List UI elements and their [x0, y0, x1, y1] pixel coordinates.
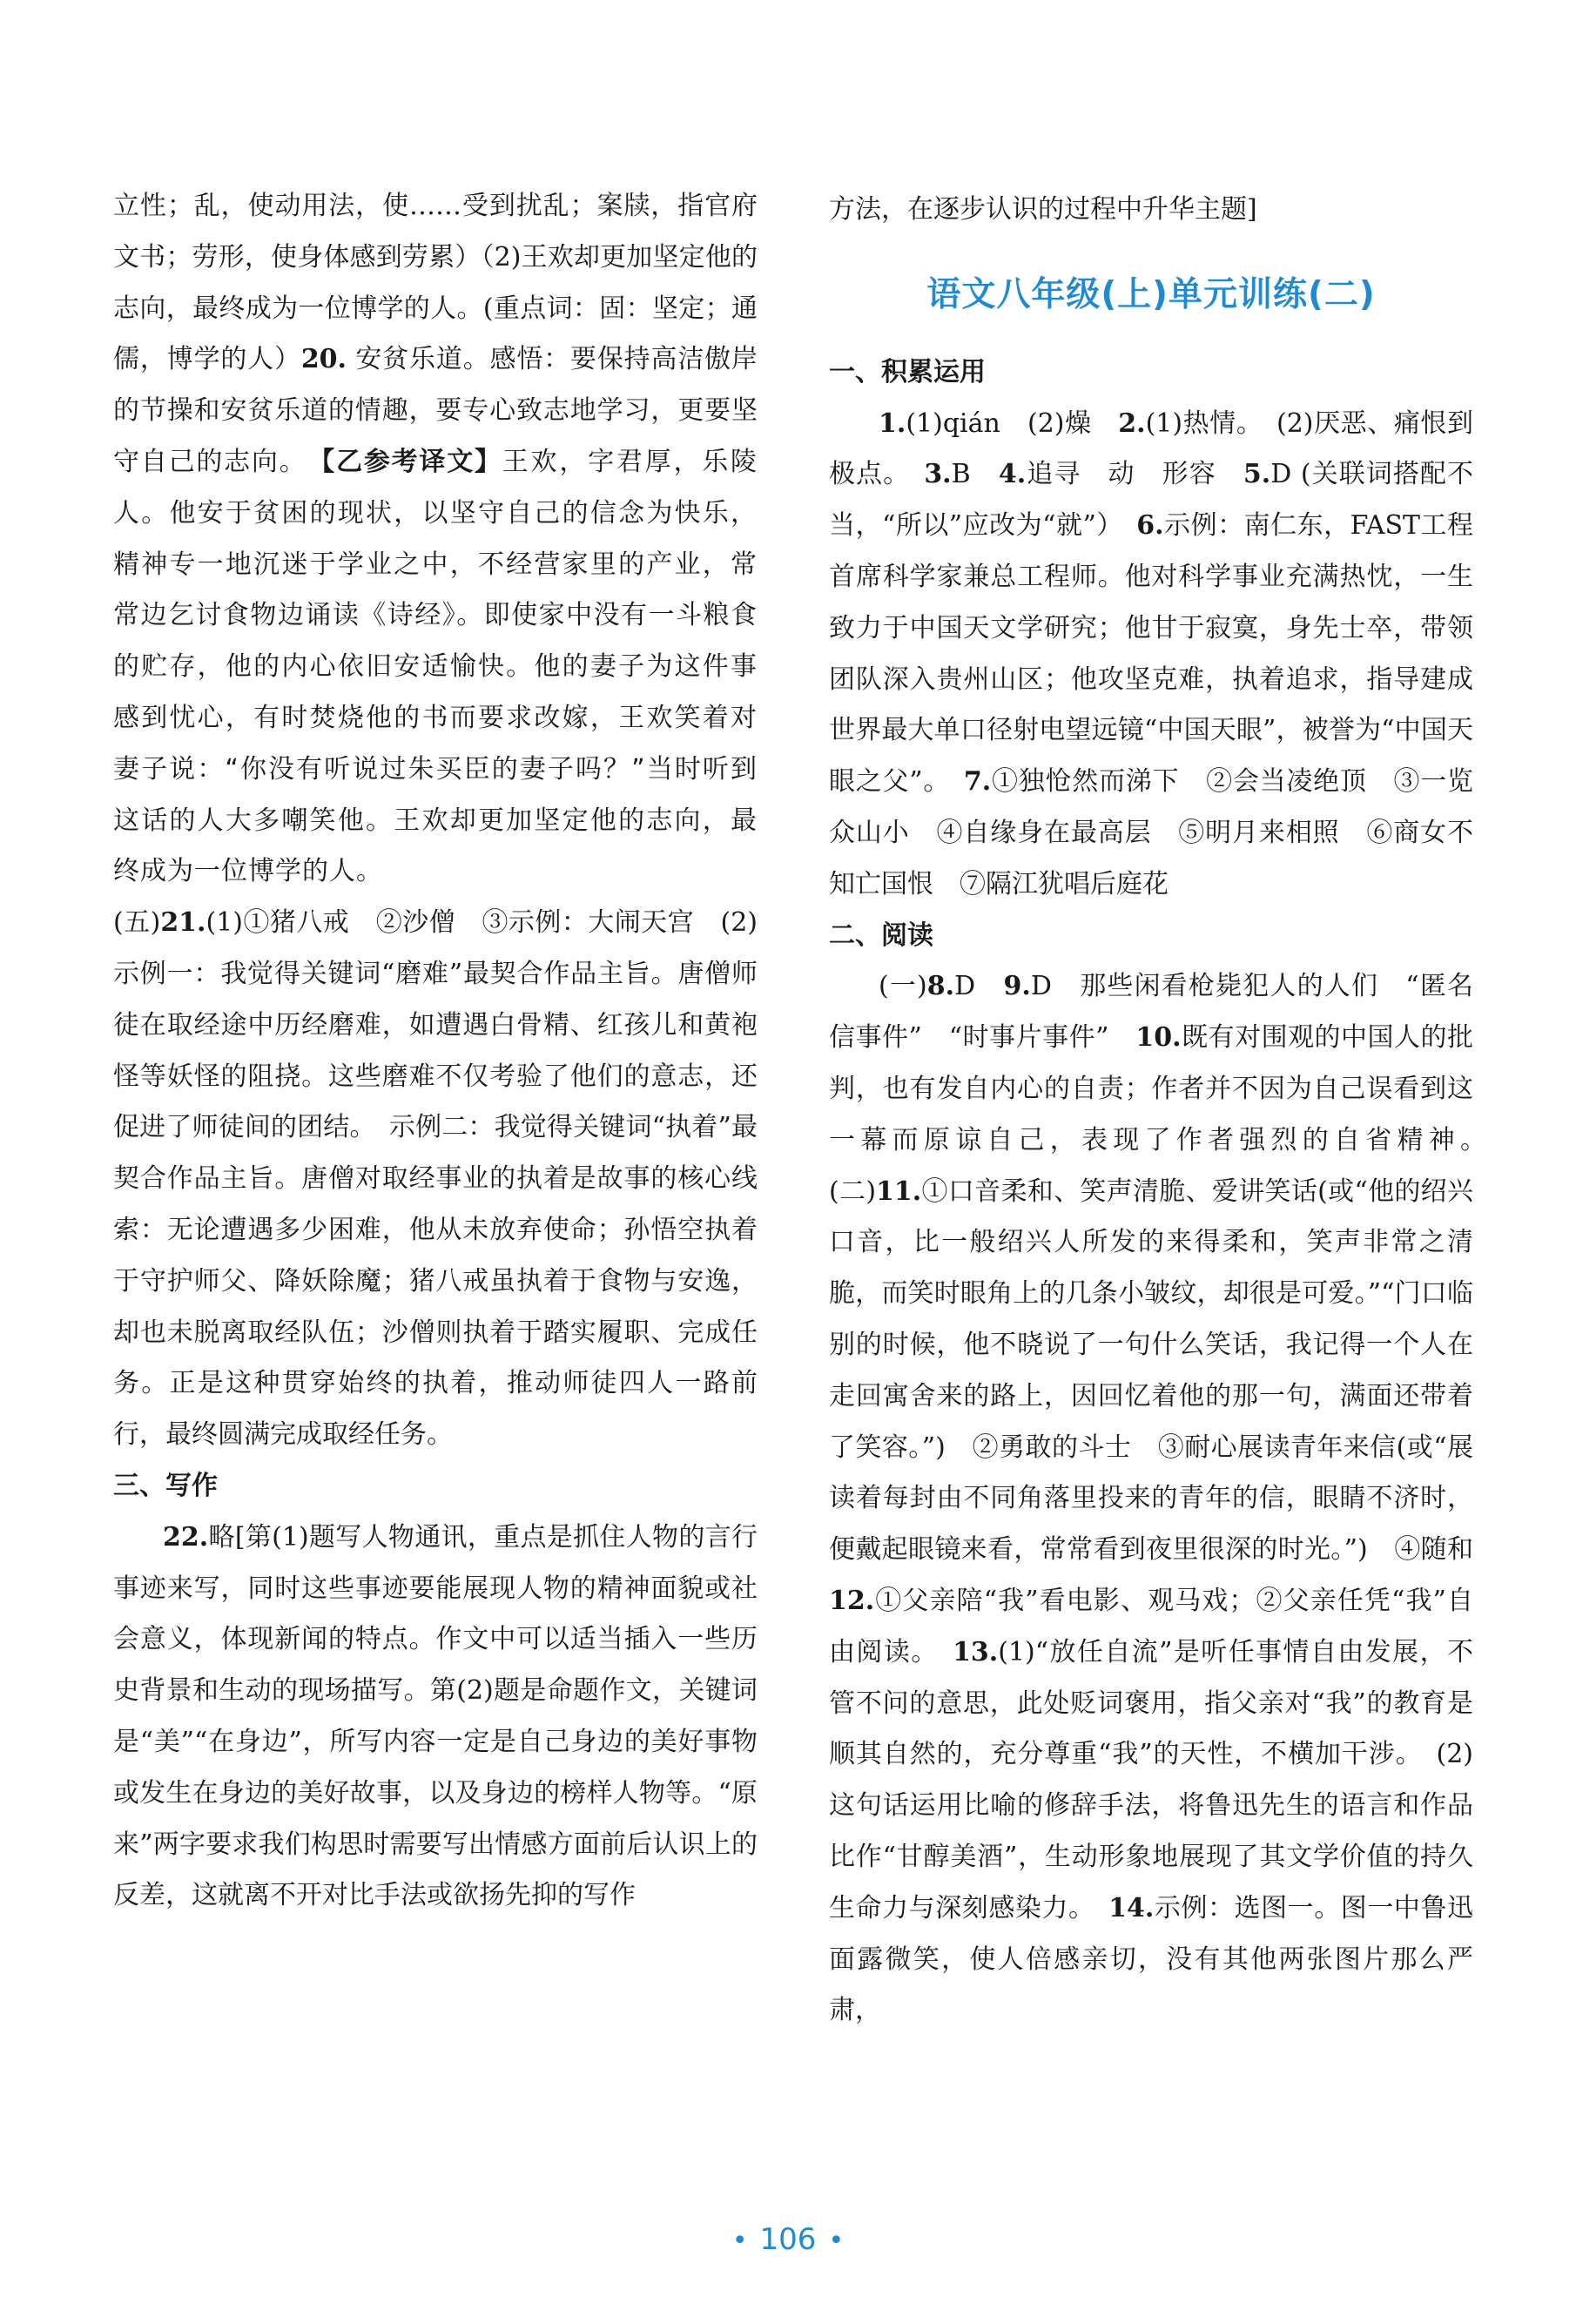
- page-number-text: 106: [759, 2222, 817, 2257]
- translation-text: 王欢，字君厚，乐陵人。他安于贫困的现状，以坚守自己的信念为快乐，精神专一地沉迷于学业之中，不经营家里的产业，常常边乞讨食物边诵读《诗经》。即使家中没有一斗粮食的贮存，他的内心依旧安适愉快。他的妻子为这件事感到忧心，有时焚烧他的书而要求改嫁，王欢笑着对妻子说：“你没有听说过朱买臣的妻子吗？”当时听到这话的人大多嘲笑他。王欢却更加坚定他的志向，最终成为一位博学的人。: [113, 446, 758, 887]
- page-number: [0, 2222, 1576, 2257]
- paragraph-answers-8-14: (一)8.D 9.D 那些闲看枪毙犯人的人们 “匿名信事件” “时事片事件” 10.既有对围观的中国人的批判，也有发自内心的自责；作者并不因为自己误看到这一幕而原谅自己，表现了作者强烈的自省精神。 (二)11.①口音柔和、笑声清脆、爱讲笑话(或“他的绍兴口音，比一般绍兴人所发的来得柔和，笑声非常之清脆，而笑时眼角上的几条小皱纹，却很是可爱。”“门口临别的时候，他不晓说了一句什么笑话，我记得一个人在走回寓舍来的路上，因回忆着他的那一句，满面还带着了笑容。”) ②勇敢的斗士 ③耐心展读青年来信(或“展读着每封由不同角落里投来的青年的信，眼睛不济时，便戴起眼镜来看，常常看到夜里很深的时光。”) ④随和 12.①父亲陪“我”看电影、观马戏；②父亲任凭“我”自由阅读。 13.(1)“放任自流”是听任事情自由发展，不管不问的意思，此处贬词褒用，指父亲对“我”的教育是顺其自然的，充分尊重“我”的天性，不横加干涉。 (2)这句话运用比喻的修辞手法，将鲁迅先生的语言和作品比作“甘醇美酒”，生动形象地展现了其文学价值的持久生命力与深刻感染力。 14.示例：选图一。图一中鲁迅面露微笑，使人倍感亲切，没有其他两张图片那么严肃，: [829, 971, 1499, 2026]
- dot-right: •: [828, 2226, 845, 2256]
- dot-left: •: [731, 2226, 748, 2256]
- section-heading-writing: 三、写作: [113, 1470, 218, 1501]
- paragraph-answer-21: (五)21.(1)①猪八戒 ②沙僧 ③示例：大闹天宫 (2)示例一：我觉得关键词“磨难”最契合作品主旨。唐僧师徒在取经途中历经磨难，如遭遇白骨精、红孩儿和黄袍怪等妖怪的阻挠。这些磨难不仅考验了他们的意志，还促进了师徒间的团结。 示例二：我觉得关键词“执着”最契合作品主旨。唐僧对取经事业的执着是故事的核心线索：无论遭遇多少困难，他从未放弃使命；孙悟空执着于守护师父、降妖除魔；猪八戒虽执着于食物与安逸，却也未脱离取经队伍；沙僧则执着于踏实履职、完成任务。正是这种贯穿始终的执着，推动师徒四人一路前行，最终圆满完成取经任务。: [113, 907, 758, 1451]
- section-heading-reading: 二、阅读: [829, 919, 933, 951]
- right-column: [829, 185, 1499, 2037]
- paragraph-answer-19-20: 立性；乱，使动用法，使……受到扰乱；案牍，指官府文书；劳形，使身体感到劳累）（2)王欢却更加坚定他的志向，最终成为一位博学的人。(重点词：固：坚定；通儒，博学的人）20. 安贫乐道。感悟：要保持高洁傲岸的节操和安贫乐道的情趣，要专心致志地学习，更要坚守自己的志向。 【乙参考译文】王欢，字君厚，乐陵人。他安于贫困的现状，以坚守自己的信念为快乐，精神专一地沉迷于学业之中，不经营家里的产业，常常边乞讨食物边诵读《诗经》。即使家中没有一斗粮食的贮存，他的内心依旧安适愉快。他的妻子为这件事感到忧心，有时焚烧他的书而要求改嫁，王欢笑着对妻子说：“你没有听说过朱买臣的妻子吗？”当时听到这话的人大多嘲笑他。王欢却更加坚定他的志向，最终成为一位博学的人。: [113, 191, 758, 887]
- paragraph-continued: 方法，在逐步认识的过程中升华主题]: [829, 194, 1257, 225]
- section-heading-accumulation: 一、积累运用: [829, 356, 986, 387]
- paragraph-answer-22: 22.略[第(1)题写人物通讯，重点是抓住人物的言行事迹来写，同时这些事迹要能展现人物的精神面貌或社会意义，体现新闻的特点。作文中可以适当插入一些历史背景和生动的现场描写。第(2)题是命题作文，关键词是“美”“在身边”，所写内容一定是自己身边的美好事物或发生在身边的美好故事，以及身边的榜样人物等。“原来”两字要求我们构思时需要写出情感方面前后认识上的反差，这就离不开对比手法或欲扬先抑的写作: [113, 1521, 758, 1911]
- translation-label: 【乙参考译文】: [321, 446, 502, 477]
- paragraph-answers-1-7: 1.(1)qián (2)燥 2.(1)热情。 (2)厌恶、痛恨到极点。 3.B 4.追寻 动 形容 5.D (关联词搭配不当，“所以”应改为“就”） 6.示例：南仁东，FAST工程首席科学家兼总工程师。他对科学事业充满热忱，一生致力于中国天文学研究；他甘于寂寞，身先士卒，带领团队深入贵州山区；他攻坚克难，执着追求，指导建成世界最大单口径射电望远镜“中国天眼”，被誉为“中国天眼之父”。 7.①独怆然而涕下 ②会当凌绝顶 ③一览众山小 ④自缘身在最高层 ⑤明月来相照 ⑥商女不知亡国恨 ⑦隔江犹唱后庭花: [829, 408, 1474, 899]
- left-column: [113, 181, 758, 1922]
- question-number: 20.: [300, 344, 347, 375]
- question-number: 21.: [160, 907, 206, 939]
- question-number: 22.: [163, 1521, 209, 1553]
- unit-title: 语文八年级(上)单元训练(二): [926, 274, 1376, 314]
